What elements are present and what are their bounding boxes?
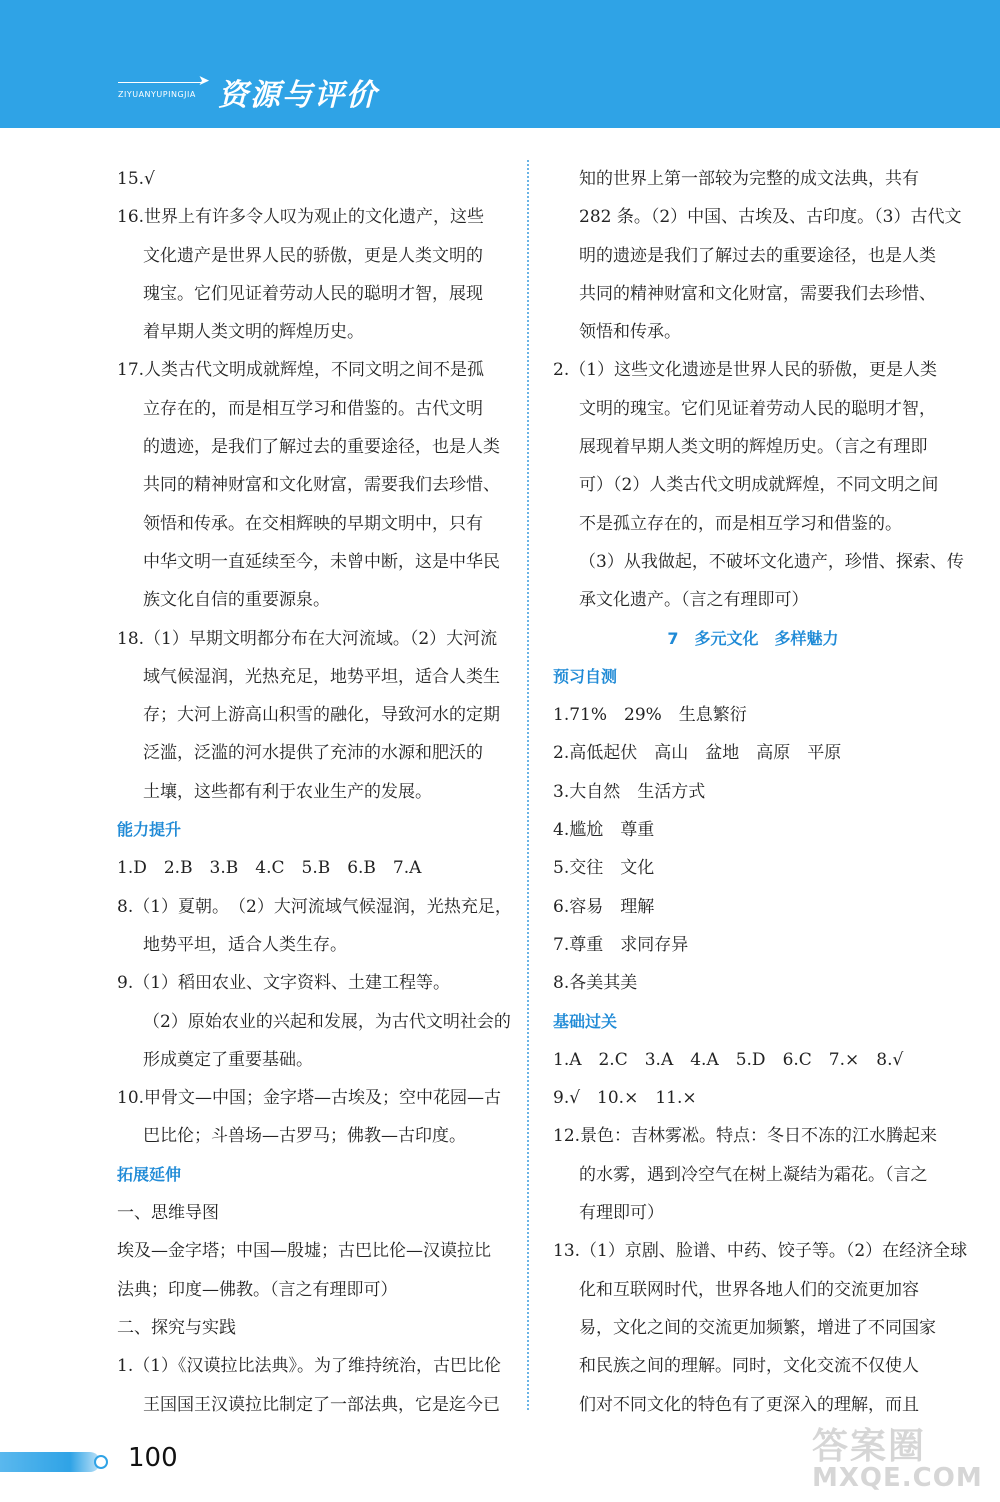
text-line: 和民族之间的理解。同时，文化交流不仅使人 xyxy=(579,1356,919,1377)
text-line: 立存在的，而是相互学习和借鉴的。古代文明 xyxy=(143,398,483,419)
text-line: （3）从我做起，不破坏文化遗产，珍惜、探索、传 xyxy=(579,551,964,572)
text-line: 8.（1）夏朝。 （2）大河流域气候湿润，光热充足， xyxy=(117,896,512,917)
text-line: 一、思维导图 xyxy=(117,1203,219,1224)
column-divider xyxy=(527,160,529,1410)
text-line: 共同的精神财富和文化财富，需要我们去珍惜、 xyxy=(579,283,936,304)
text-line: 5.交往 文化 xyxy=(553,858,655,879)
text-line: 承文化遗产。（言之有理即可） xyxy=(579,590,809,611)
text-line: 16.世界上有许多令人叹为观止的文化遗产，这些 xyxy=(117,207,485,228)
text-line: 王国国王汉谟拉比制定了一部法典，它是迄今已 xyxy=(143,1394,500,1415)
text-line: 的遗迹，是我们了解过去的重要途径，也是人类 xyxy=(143,437,500,458)
text-line: 领悟和传承。 xyxy=(579,322,681,343)
text-line: 着早期人类文明的辉煌历史。 xyxy=(143,322,364,343)
text-line: 17.人类古代文明成就辉煌，不同文明之间不是孤 xyxy=(117,360,485,381)
header-decor-line xyxy=(118,82,204,83)
watermark-url: MXQE.COM xyxy=(812,1463,983,1493)
text-line: 有理即可） xyxy=(579,1203,664,1224)
text-line: 1.A 2.C 3.A 4.A 5.D 6.C 7.× 8.√ xyxy=(553,1049,904,1070)
text-line: 1.71% 29% 生息繁衍 xyxy=(553,705,747,726)
text-line: 7.尊重 求同存异 xyxy=(553,934,689,955)
arrow-icon: ➤ xyxy=(198,73,210,89)
text-line: 15.√ xyxy=(117,169,155,189)
header-banner xyxy=(0,0,1000,128)
page-number: 100 xyxy=(128,1443,178,1473)
watermark-logo xyxy=(812,1418,992,1498)
text-line: 可）（2）人类古代文明成就辉煌，不同文明之间 xyxy=(579,475,939,496)
text-line: （2）原始农业的兴起和发展，为古代文明社会的 xyxy=(143,1011,511,1032)
text-line: 展现着早期人类文明的辉煌历史。（言之有理即 xyxy=(579,437,928,458)
text-line: 土壤，这些都有利于农业生产的发展。 xyxy=(143,781,432,802)
text-line: 不是孤立存在的，而是相互学习和借鉴的。 xyxy=(579,513,902,534)
text-line: 知的世界上第一部较为完整的成文法典，共有 xyxy=(579,169,919,189)
text-line: 282 条。（2）中国、古埃及、古印度。（3）古代文 xyxy=(579,207,962,228)
text-line: 2.高低起伏 高山 盆地 高原 平原 xyxy=(553,743,842,764)
text-line: 明的遗迹是我们了解过去的重要途径，也是人类 xyxy=(579,245,936,266)
text-line: 文明的瑰宝。它们见证着劳动人民的聪明才智， xyxy=(579,398,936,419)
text-line: 易，文化之间的交流更加频繁，增进了不同国家 xyxy=(579,1317,936,1338)
text-line: 8.各美其美 xyxy=(553,973,638,994)
text-line: 9.（1）稻田农业、文字资料、土建工程等。 xyxy=(117,973,451,994)
text-line: 4.尴尬 尊重 xyxy=(553,820,655,841)
section-heading: 能力提升 xyxy=(117,820,182,840)
footer-dot-icon xyxy=(94,1455,108,1469)
text-line: 10.甲骨文—中国；金字塔—古埃及；空中花园—古 xyxy=(117,1088,502,1109)
text-line: 二、探究与实践 xyxy=(117,1317,236,1338)
text-line: 2.（1）这些文化遗迹是世界人民的骄傲，更是人类 xyxy=(553,360,938,381)
section-heading: 基础过关 xyxy=(553,1011,618,1031)
watermark-text: 答案圈 xyxy=(812,1426,927,1467)
text-line: 瑰宝。它们见证着劳动人民的聪明才智，展现 xyxy=(143,283,483,304)
text-line: 12.景色：吉林雾凇。特点：冬日不冻的江水腾起来 xyxy=(553,1126,938,1147)
text-line: 们对不同文化的特色有了更深入的理解，而且 xyxy=(579,1394,919,1415)
text-line: 域气候湿润，光热充足，地势平坦，适合人类生 xyxy=(143,666,500,687)
header-subtitle: ZIYUANYUPINGJIA xyxy=(118,90,196,99)
text-line: 18.（1）早期文明都分布在大河流域。（2）大河流 xyxy=(117,628,498,649)
text-line: 共同的精神财富和文化财富，需要我们去珍惜、 xyxy=(143,475,500,496)
section-heading: 拓展延伸 xyxy=(117,1164,182,1184)
footer-decor-bar xyxy=(0,1452,100,1472)
text-line: 9.√ 10.× 11.× xyxy=(553,1088,697,1109)
text-line: 存；大河上游高山积雪的融化，导致河水的定期 xyxy=(143,705,500,726)
book-title: 资源与评价 xyxy=(218,78,378,113)
left-column xyxy=(117,160,517,1424)
text-line: 1.（1）《汉谟拉比法典》。为了维持统治，古巴比伦 xyxy=(117,1356,502,1377)
text-line: 泛滥，泛滥的河水提供了充沛的水源和肥沃的 xyxy=(143,743,483,764)
text-line: 地势平坦，适合人类生存。 xyxy=(143,934,347,955)
text-line: 巴比伦；斗兽场—古罗马；佛教—古印度。 xyxy=(143,1126,466,1147)
text-line: 6.容易 理解 xyxy=(553,896,655,917)
text-line: 领悟和传承。在交相辉映的早期文明中，只有 xyxy=(143,513,483,534)
text-line: 埃及—金字塔；中国—殷墟；古巴比伦—汉谟拉比 xyxy=(117,1241,491,1262)
text-line: 1.D 2.B 3.B 4.C 5.B 6.B 7.A xyxy=(117,858,422,879)
text-line: 文化遗产是世界人民的骄傲，更是人类文明的 xyxy=(143,245,483,266)
text-line: 法典；印度—佛教。（言之有理即可） xyxy=(117,1279,398,1300)
text-line: 13.（1）京剧、脸谱、中药、饺子等。（2）在经济全球 xyxy=(553,1241,968,1262)
text-line: 中华文明一直延续至今，未曾中断，这是中华民 xyxy=(143,551,500,572)
text-line: 3.大自然 生活方式 xyxy=(553,781,706,802)
text-line: 的水雾，遇到冷空气在树上凝结为霜花。（言之 xyxy=(579,1164,928,1185)
chapter-title: 7 多元文化 多样魅力 xyxy=(667,628,839,648)
text-line: 族文化自信的重要源泉。 xyxy=(143,590,330,611)
right-column xyxy=(553,160,968,1424)
section-heading: 预习自测 xyxy=(553,666,618,686)
text-line: 形成奠定了重要基础。 xyxy=(143,1049,313,1070)
text-line: 化和互联网时代，世界各地人们的交流更加容 xyxy=(579,1279,919,1300)
